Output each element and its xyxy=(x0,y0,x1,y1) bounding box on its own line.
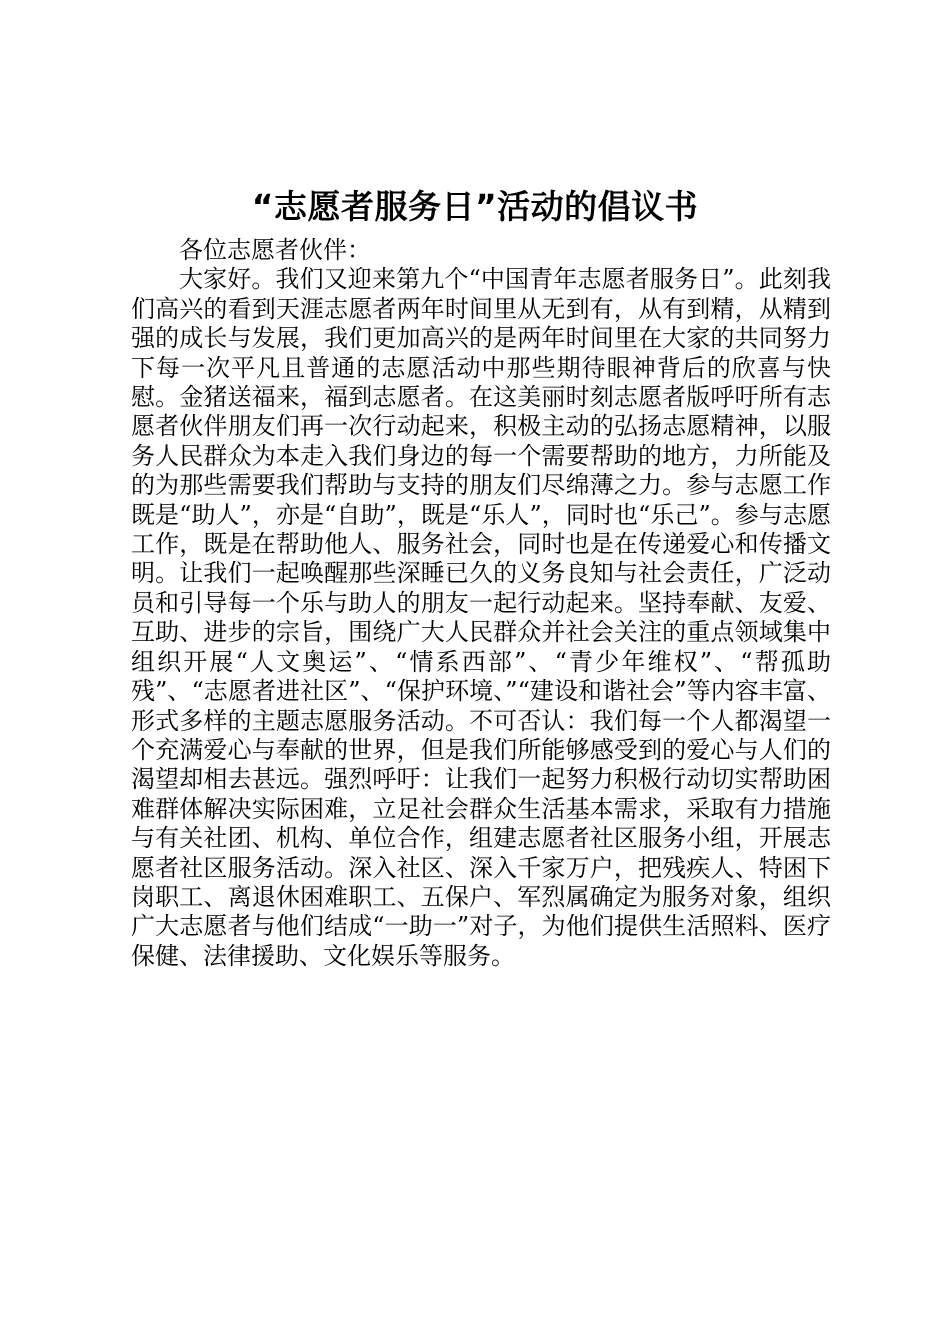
document-title: “志愿者服务日”活动的倡议书 xyxy=(251,187,699,226)
salutation: 各位志愿者伙伴： xyxy=(179,236,371,264)
document-body xyxy=(131,236,831,971)
body-paragraph: 大家好。我们又迎来第九个“中国青年志愿者服务日”。此刻我们高兴的看到天涯志愿者两年时间里从无到有，从有到精，从精到强的成长与发展，我们更加高兴的是两年时间里在大家的共同努力下每一次平凡且普通的志愿活动中那些期待眼神背后的欣喜与快慰。金猪送福来，福到志愿者。在这美丽时刻志愿者版呼吁所有志愿者伙伴朋友们再一次行动起来，积极主动的弘扬志愿精神，以服务人民群众为本走入我们身边的每一个需要帮助的地方，力所能及的为那些需要我们帮助与支持的朋友们尽绵薄之力。参与志愿工作既是“助人”，亦是“自助”，既是“乐人”，同时也“乐己”。参与志愿工作，既是在帮助他人、服务社会，同时也是在传递爱心和传播文明。让我们一起唤醒那些深睡已久的义务良知与社会责任，广泛动员和引导每一个乐与助人的朋友一起行动起来。坚持奉献、友爱、互助、进步的宗旨，围绕广大人民群众并社会关注的重点领域集中组织开展“人文奥运”、“情系西部”、“青少年维权”、“帮孤助残”、“志愿者进社区”、“保护环境、”“建设和谐社会”等内容丰富、形式多样的主题志愿服务活动。不可否认：我们每一个人都渴望一个充满爱心与奉献的世界，但是我们所能够感受到的爱心与人们的渴望却相去甚远。强烈呼吁：让我们一起努力积极行动切实帮助困难群体解决实际困难，立足社会群众生活基本需求，采取有力措施与有关社团、机构、单位合作，组建志愿者社区服务小组，开展志愿者社区服务活动。深入社区、深入千家万户，把残疾人、特困下岗职工、离退休困难职工、五保户、军烈属确定为服务对象，组织广大志愿者与他们结成“一助一”对子，为他们提供生活照料、医疗保健、法律援助、文化娱乐等服务。 xyxy=(131,265,831,970)
